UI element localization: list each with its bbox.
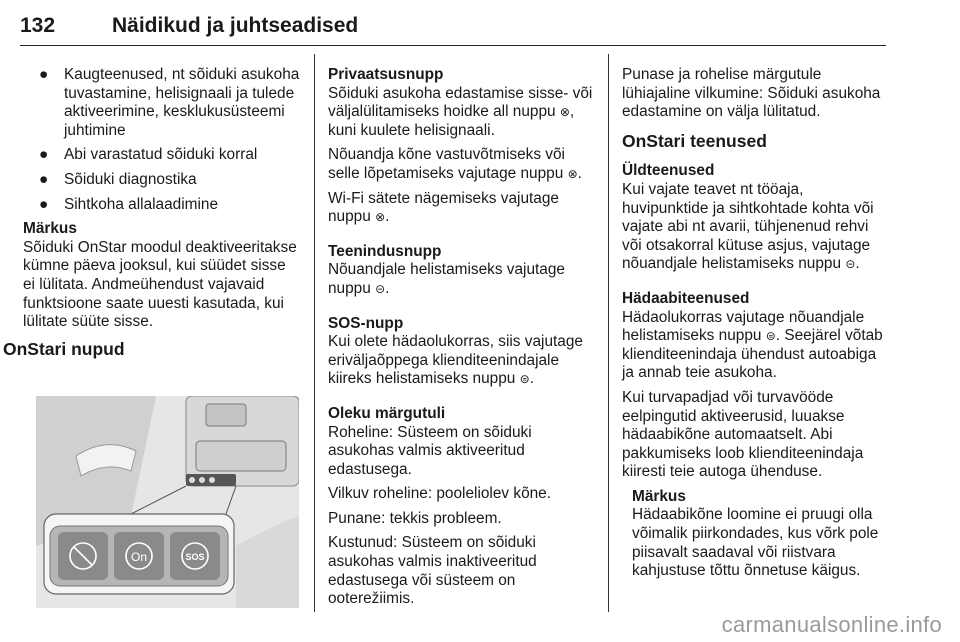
sos-title: SOS-nupp (328, 314, 404, 332)
column-2 (328, 66, 598, 615)
privacy-title: Privaatsusnupp (328, 66, 444, 83)
privacy-text-2: Nõuandja kõne vastuvõtmiseks või selle lõpetamiseks vajutage nuppu ⊗. (328, 146, 582, 182)
page-number: 132 (20, 14, 56, 37)
section-heading: OnStari teenused (622, 130, 767, 151)
feature-list (33, 66, 301, 214)
column-divider (608, 54, 609, 612)
service-title: Teenindusnupp (328, 242, 442, 260)
indicator-text: Punase ja rohelise märgutule lühiajaline vilkumine: Sõiduki asukoha edastamine on välja lülitatud. (622, 66, 881, 121)
privacy-icon: ⊗ (559, 105, 570, 120)
column-divider (314, 54, 315, 612)
list-item: ● Abi varastatud sõiduki korral (39, 146, 258, 164)
status-text-3: Punane: tekkis probleem. (328, 509, 502, 527)
status-text-1: Roheline: Süsteem on sõiduki asukohas valmis aktiveeritud edastusega. (328, 423, 532, 478)
status-text-2: Vilkuv roheline: pooleliolev kõne. (328, 485, 552, 503)
emergency-text-1: Hädaolukorras vajutage nõuandjale helistamiseks nuppu ⊜. Seejärel võtab klienditeenindaja ühendust autoabiga ja annab teie asukoha. (622, 308, 883, 382)
note-text: Sõiduki OnStar moodul deaktiveeritakse kümne päeva jooksul, kui süüdet sisse ei lülitata. Andmeühendust vajavaid funktsioone saate uuesti kasutada, kui lülitate süüte sisse. (23, 238, 297, 331)
note-text: Hädaabikõne loomine ei pruugi olla võimalik piirkondades, kus võrk pole piisavalt saadaval või riistvara kahjustuse tõttu õnnetuse käigus. (632, 506, 879, 580)
list-item: ● Kaugteenused, nt sõiduki asukoha tuvastamine, helisignaali ja tulede aktiveerimine, kesklukusüsteemi juhtimine (39, 66, 300, 139)
privacy-text-1: Sõiduki asukoha edastamise sisse- või väljalülitamiseks hoidke all nuppu ⊗, kuni kuulete helisignaali. (328, 84, 593, 139)
emergency-services-title: Hädaabiteenused (622, 289, 750, 307)
status-text-4: Kustunud: Süsteem on sõiduki asukohas valmis inaktiveeritud edastusega või süsteem on ooterežiimis. (328, 534, 537, 608)
status-title: Oleku märgutuli (328, 404, 446, 422)
column-3 (622, 66, 892, 581)
note-box (622, 488, 892, 581)
sos-icon: ⊜ (765, 329, 776, 344)
onstar-buttons-figure (36, 396, 299, 608)
service-button (114, 532, 164, 580)
general-services-text: Kui vajate teavet nt tööaja, huvipunktide ja sihtkohtade kohta või vajate abi nt avarii, tühjenenud rehvi või otsakorral kütuse asjus, vajutage nõuandjale helistamiseks nuppu ⊝. (622, 180, 874, 273)
service-icon: ⊝ (845, 257, 856, 272)
service-icon: ⊝ (375, 281, 386, 296)
note-title: Märkus (23, 220, 77, 238)
privacy-icon: ⊗ (375, 210, 386, 225)
watermark: carmanualsonline.info (721, 612, 942, 637)
privacy-button (58, 532, 108, 580)
page-header (20, 6, 886, 46)
privacy-text-3: Wi-Fi sätete nägemiseks vajutage nuppu ⊗. (328, 189, 559, 226)
list-item: ● Sõiduki diagnostika (39, 170, 197, 188)
privacy-icon: ⊗ (567, 166, 578, 181)
page-title: Näidikud ja juhtseadised (112, 14, 359, 37)
note-box (13, 220, 301, 332)
sos-icon: ⊜ (519, 372, 530, 387)
section-heading: OnStari nupud (3, 338, 125, 359)
svg-text:SOS: SOS (185, 552, 205, 562)
note-title: Märkus (632, 487, 686, 505)
onstar-buttons-illustration (36, 396, 299, 608)
column-1 (3, 66, 301, 370)
emergency-text-2: Kui turvapadjad või turvavööde eelpingutid aktiveerusid, luuakse hädaabikõne automaatselt. Abi pakkumiseks loob klienditeenindaja kiiresti teie autoga ühenduse. (622, 388, 864, 481)
sos-button (170, 532, 220, 580)
svg-text:On: On (130, 550, 148, 564)
sos-text: Kui olete hädaolukorras, siis vajutage eriväljaõppega klienditeenindajale kiireks helistamiseks nuppu ⊜. (328, 333, 583, 388)
service-text: Nõuandjale helistamiseks vajutage nuppu ⊝. (328, 261, 565, 297)
general-services-title: Üldteenused (622, 162, 715, 180)
list-item: ● Sihtkoha allalaadimine (39, 195, 219, 213)
